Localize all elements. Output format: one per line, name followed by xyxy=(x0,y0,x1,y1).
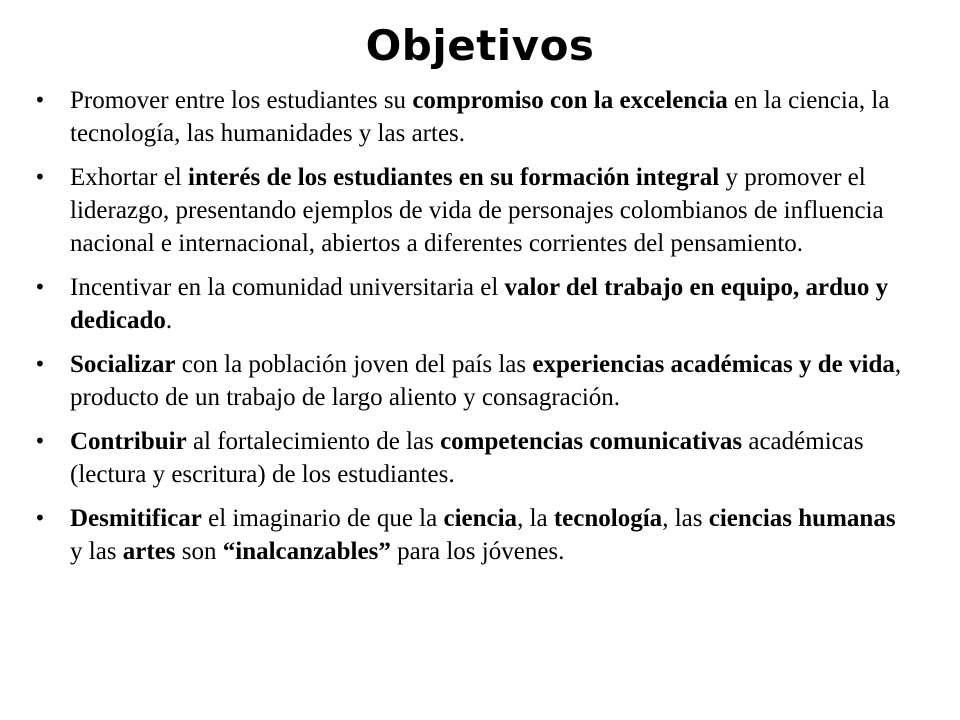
objective-item xyxy=(34,84,914,150)
emphasis-text: valor del trabajo en equipo, arduo y dedicado xyxy=(70,274,889,334)
emphasis-text: competencias comunicativas xyxy=(440,428,743,455)
body-text: . xyxy=(165,307,173,334)
body-text: académicas (lectura y escritura) de los estudiantes. xyxy=(70,428,864,488)
emphasis-text: compromiso con la excelencia xyxy=(412,87,728,114)
body-text: Promover entre los estudiantes su xyxy=(70,87,413,114)
body-text: , las xyxy=(662,505,709,532)
objective-text xyxy=(70,351,901,411)
emphasis-text: Socializar xyxy=(70,351,176,378)
body-text: y las xyxy=(70,538,123,565)
objective-item xyxy=(34,161,914,260)
objective-text xyxy=(70,274,888,334)
body-text: con la población joven del país las xyxy=(175,351,533,378)
body-text: al fortalecimiento de las xyxy=(186,428,441,455)
bullet-dot-icon: • xyxy=(34,165,46,189)
bullet-dot-icon: • xyxy=(34,352,46,376)
emphasis-text: interés de los estudiantes en su formación integral xyxy=(188,164,720,191)
body-text: son xyxy=(175,538,223,565)
body-text: Exhortar el xyxy=(70,164,189,191)
objective-text xyxy=(70,505,896,565)
emphasis-text: ciencia xyxy=(443,505,518,532)
emphasis-text: ciencias humanas xyxy=(708,505,896,532)
emphasis-text: Desmitificar xyxy=(70,505,202,532)
emphasis-text: Contribuir xyxy=(70,428,187,455)
objective-item xyxy=(34,425,914,491)
objective-text xyxy=(70,428,864,488)
emphasis-text: “inalcanzables” xyxy=(222,538,391,565)
body-text: Incentivar en la comunidad universitaria el xyxy=(70,274,505,301)
emphasis-text: artes xyxy=(122,538,176,565)
body-text: en la ciencia, la tecnología, las humanidades y las artes. xyxy=(70,87,890,147)
emphasis-text: tecnología xyxy=(553,505,663,532)
slide-title: Objetivos xyxy=(365,21,595,70)
body-text: y promover el liderazgo, presentando ejemplos de vida de personajes colombianos de influencia nacional e internacional, abiertos a diferentes corrientes del pensamiento. xyxy=(70,164,884,257)
objective-text xyxy=(70,87,889,147)
objective-text xyxy=(70,164,884,257)
bullet-dot-icon: • xyxy=(34,429,46,453)
body-text: , la xyxy=(517,505,554,532)
body-text: el imaginario de que la xyxy=(201,505,444,532)
objective-item xyxy=(34,502,914,568)
body-text: , producto de un trabajo de largo aliento y consagración. xyxy=(70,351,902,411)
bullet-dot-icon: • xyxy=(34,275,46,299)
bullet-dot-icon: • xyxy=(34,506,46,530)
emphasis-text: experiencias académicas y de vida xyxy=(532,351,895,378)
body-text: para los jóvenes. xyxy=(390,538,565,565)
objectives-list xyxy=(34,84,914,579)
bullet-dot-icon: • xyxy=(34,88,46,112)
objective-item xyxy=(34,348,914,414)
objective-item xyxy=(34,271,914,337)
